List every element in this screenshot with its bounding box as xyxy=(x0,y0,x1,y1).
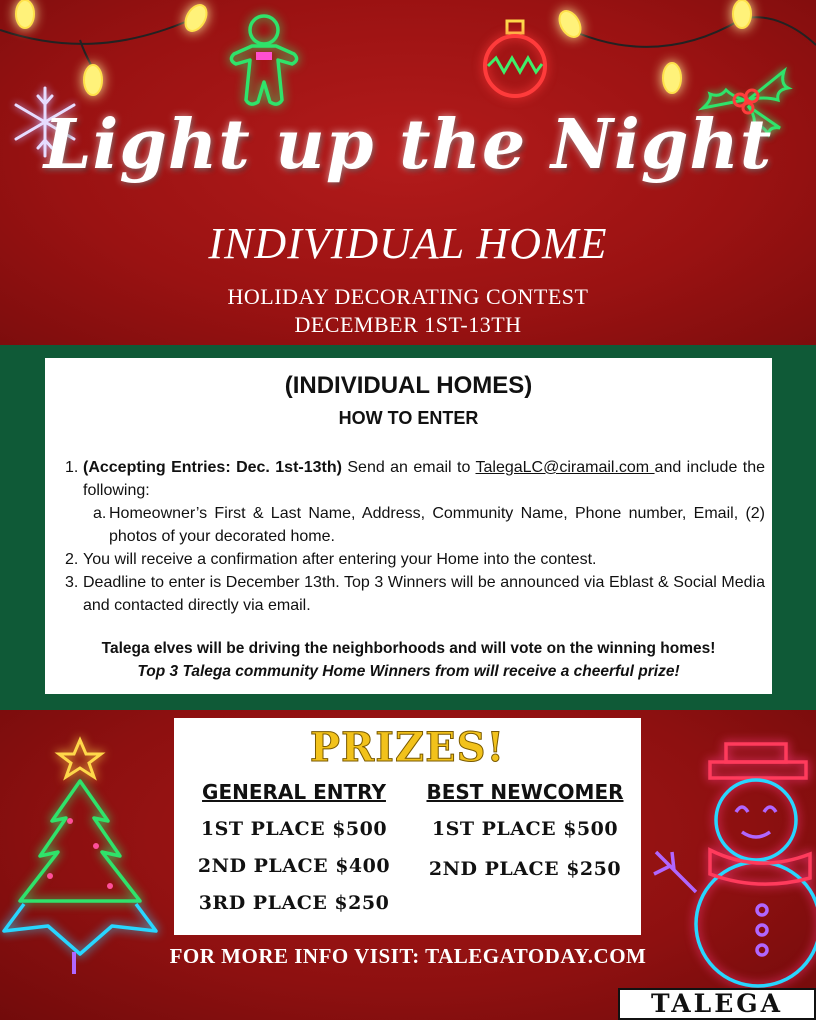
page-title: Light up the Night xyxy=(43,105,773,185)
step-number: 1. xyxy=(65,459,79,476)
prize-item: 2ND PLACE $400 xyxy=(197,855,391,877)
step-text: Send an email to xyxy=(341,459,476,476)
step-number: 2. xyxy=(65,551,79,568)
ornament-icon xyxy=(480,18,550,100)
christmas-tree-icon xyxy=(0,726,160,976)
prize-item: 3RD PLACE $250 xyxy=(198,892,390,914)
snowman-icon xyxy=(650,742,816,972)
step-number: a. xyxy=(93,505,107,522)
prizes-card xyxy=(174,718,641,935)
steps-list xyxy=(65,456,765,617)
list-subitem xyxy=(65,502,765,548)
step-bold-text: (Accepting Entries: Dec. 1st-13th) xyxy=(83,459,342,476)
email-link[interactable]: TalegaLC@ciramail.com xyxy=(475,459,655,476)
general-entry-column xyxy=(194,780,394,925)
gingerbread-man-icon xyxy=(226,10,302,110)
contest-name: HOLIDAY DECORATING CONTEST xyxy=(227,284,589,309)
talega-logo: TALEGA xyxy=(618,988,816,1020)
page-subtitle: INDIVIDUAL HOME xyxy=(208,219,608,268)
card-subheading: HOW TO ENTER xyxy=(338,408,479,428)
prizes-title: PRIZES! xyxy=(309,724,506,771)
contest-dates: DECEMBER 1ST-13TH xyxy=(294,312,522,337)
step-number: 3. xyxy=(65,574,79,591)
voting-note: Talega elves will be driving the neighborhoods and will vote on the winning homes! xyxy=(101,640,716,657)
entry-card xyxy=(45,358,772,694)
general-entry-header: GENERAL ENTRY xyxy=(202,780,386,804)
best-newcomer-column xyxy=(420,780,630,894)
prize-note: Top 3 Talega community Home Winners from will receive a cheerful prize! xyxy=(137,663,680,680)
more-info-text: FOR MORE INFO VISIT: TALEGATODAY.COM xyxy=(169,944,647,968)
list-item xyxy=(65,571,765,617)
prize-item: 1ST PLACE $500 xyxy=(200,818,388,840)
step-text: Deadline to enter is December 13th. Top 3 Winners will be announced via Eblast & Social Media and contacted directly via email. xyxy=(83,574,765,614)
step-text: You will receive a confirmation after entering your Home into the contest. xyxy=(83,551,597,568)
step-text: and include the following: xyxy=(83,459,766,499)
step-text: Homeowner’s First & Last Name, Address, Community Name, Phone number, Email, (2) photos of your decorated home. xyxy=(109,505,765,545)
card-heading: (INDIVIDUAL HOMES) xyxy=(284,372,533,399)
best-newcomer-header: BEST NEWCOMER xyxy=(426,780,624,804)
list-item xyxy=(65,456,765,502)
string-lights-icon xyxy=(0,0,816,120)
prize-item: 2ND PLACE $250 xyxy=(428,858,622,880)
prize-item: 1ST PLACE $500 xyxy=(431,818,619,840)
list-item xyxy=(65,548,765,571)
